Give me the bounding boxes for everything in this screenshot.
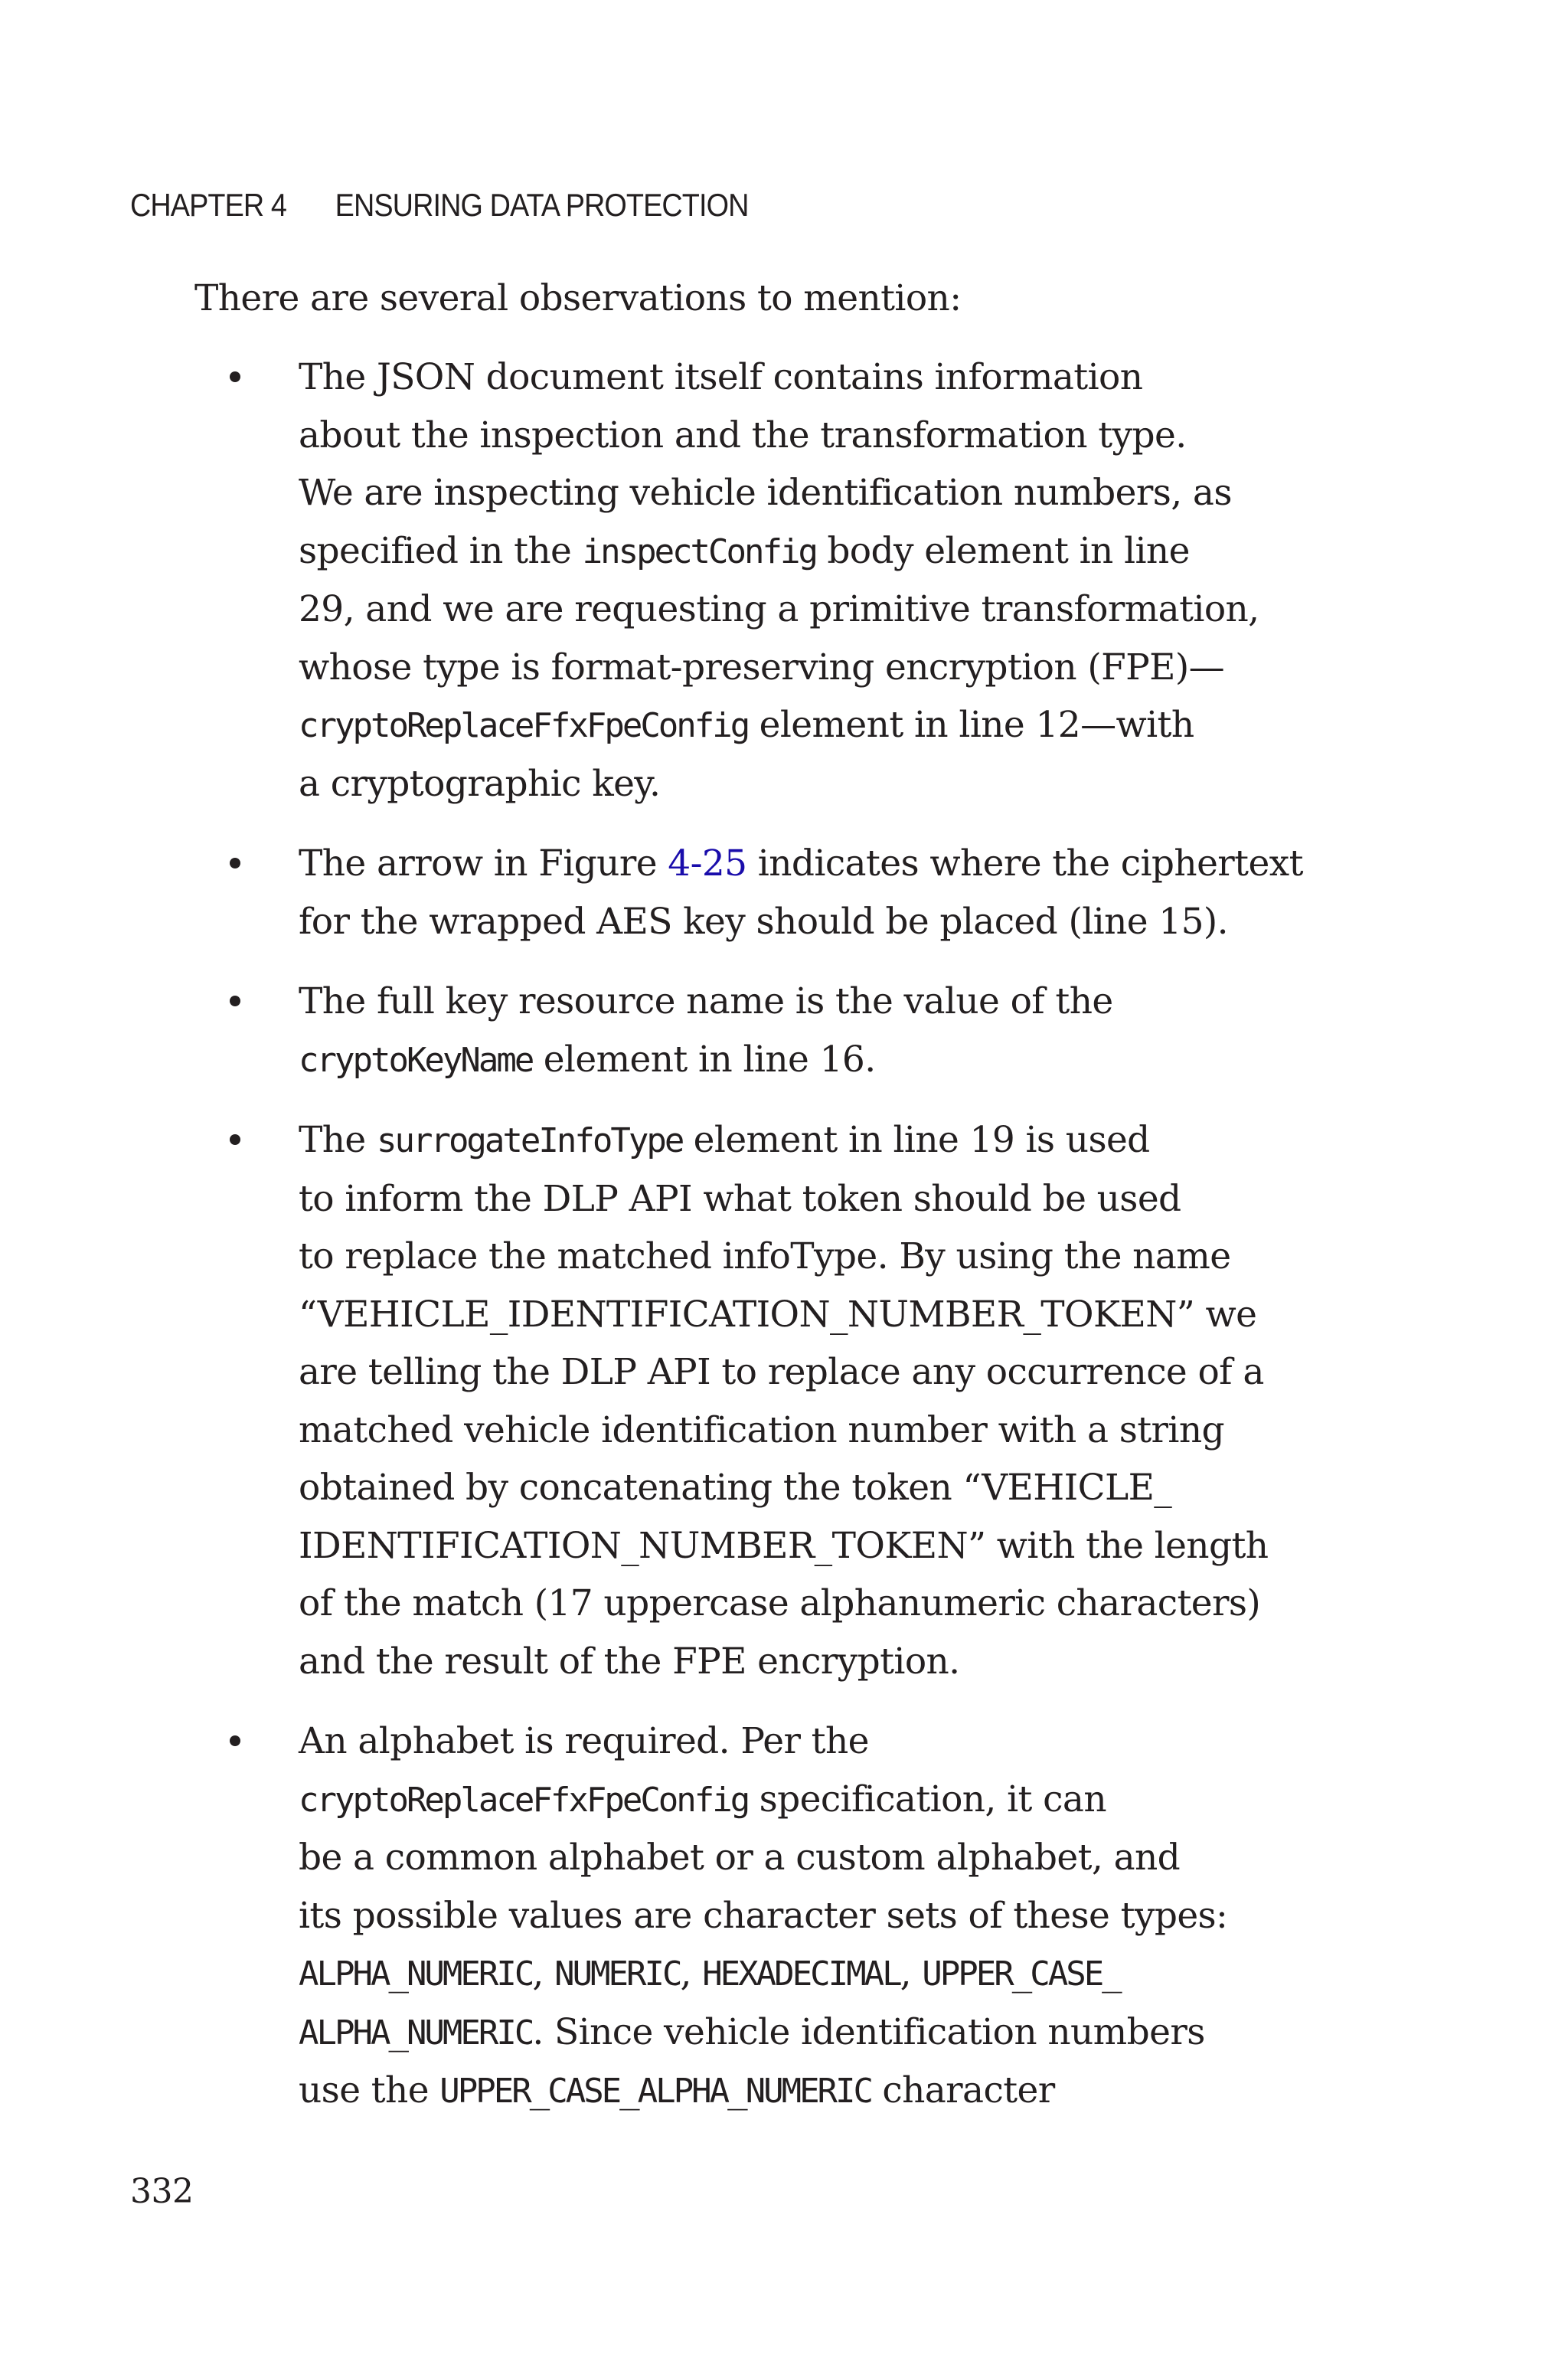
text-line xyxy=(299,1343,1302,1402)
bullet-item xyxy=(230,835,1302,950)
text-line xyxy=(299,835,1302,893)
bullet-item xyxy=(230,973,1302,1089)
inline-code: surrogateInfoType xyxy=(376,1121,683,1160)
inline-code: HEXADECIMAL xyxy=(702,1954,900,1994)
text-run: element in line 12—with xyxy=(748,704,1194,746)
text-run: to replace the matched infoType. By using the name xyxy=(299,1235,1231,1277)
text-run: specification, it can xyxy=(748,1778,1106,1820)
intro-paragraph: There are several observations to mention: xyxy=(194,277,962,319)
text-line xyxy=(299,1712,1302,1771)
text-run: indicates where the ciphertext xyxy=(746,842,1303,885)
text-line xyxy=(299,464,1302,522)
text-line xyxy=(299,1170,1302,1228)
text-line xyxy=(299,1829,1302,1887)
text-line xyxy=(299,1228,1302,1286)
bullet-point-icon xyxy=(230,858,240,868)
observations-bullet-list xyxy=(230,348,1302,2143)
bullet-point-icon xyxy=(230,1735,240,1746)
text-run: use the xyxy=(299,2069,440,2111)
text-line xyxy=(299,1031,1302,1090)
text-run: its possible values are character sets of these types: xyxy=(299,1894,1228,1937)
text-run: character xyxy=(871,2069,1055,2111)
text-run: , xyxy=(680,1952,703,1994)
inline-code: cryptoReplaceFfxFpeConfig xyxy=(299,706,749,745)
text-line xyxy=(299,522,1302,581)
text-line xyxy=(299,893,1302,951)
text-run: specified in the xyxy=(299,529,583,572)
text-line xyxy=(299,2062,1302,2121)
text-line xyxy=(299,1945,1302,2003)
inline-code: UPPER_CASE_ALPHA_NUMERIC xyxy=(439,2072,872,2111)
text-line xyxy=(299,755,1302,813)
inline-code: NUMERIC xyxy=(554,1954,681,1994)
text-line xyxy=(299,1286,1302,1344)
text-run: element in line 19 is used xyxy=(682,1119,1150,1161)
text-run: whose type is format-preserving encryption (FPE)— xyxy=(299,646,1224,689)
text-run: The full key resource name is the value of the xyxy=(299,980,1113,1022)
text-run: The JSON document itself contains information xyxy=(299,356,1143,398)
inline-code: cryptoReplaceFfxFpeConfig xyxy=(299,1780,749,1820)
bullet-point-icon xyxy=(230,996,240,1006)
text-line xyxy=(299,1517,1302,1575)
text-run: The xyxy=(299,1119,377,1161)
text-run: “VEHICLE_IDENTIFICATION_NUMBER_TOKEN” we xyxy=(299,1293,1257,1336)
text-run: We are inspecting vehicle identification numbers, as xyxy=(299,472,1232,514)
page-number: 332 xyxy=(130,2172,194,2211)
text-line xyxy=(299,973,1302,1031)
inline-code: ALPHA_NUMERIC xyxy=(299,1954,533,1994)
text-run: to inform the DLP API what token should be used xyxy=(299,1177,1181,1220)
text-run: of the match (17 uppercase alphanumeric characters) xyxy=(299,1582,1261,1624)
text-run: body element in line xyxy=(815,529,1190,572)
text-run: matched vehicle identification number with a string xyxy=(299,1408,1225,1451)
text-run: 29, and we are requesting a primitive transformation, xyxy=(299,588,1259,630)
running-header xyxy=(130,187,748,224)
text-line xyxy=(299,1402,1302,1460)
text-line xyxy=(299,639,1302,697)
chapter-title: ENSURING DATA PROTECTION xyxy=(335,187,749,223)
inline-code: ALPHA_NUMERIC xyxy=(299,2013,533,2053)
text-line xyxy=(299,696,1302,755)
bullet-item xyxy=(230,348,1302,813)
text-line xyxy=(299,581,1302,639)
inline-code: cryptoKeyName xyxy=(299,1040,533,1080)
text-line xyxy=(299,1459,1302,1517)
text-line xyxy=(299,1887,1302,1945)
bullet-item xyxy=(230,1712,1302,2121)
text-line xyxy=(299,1771,1302,1830)
bullet-point-icon xyxy=(230,371,240,382)
text-line xyxy=(299,1633,1302,1691)
text-line xyxy=(299,348,1302,407)
text-run: and the result of the FPE encryption. xyxy=(299,1640,960,1683)
bullet-item xyxy=(230,1111,1302,1690)
text-run: An alphabet is required. Per the xyxy=(299,1720,869,1762)
text-run: about the inspection and the transformation type. xyxy=(299,414,1187,456)
text-run: IDENTIFICATION_NUMBER_TOKEN” with the length xyxy=(299,1524,1269,1567)
text-run: are telling the DLP API to replace any occurrence of a xyxy=(299,1351,1264,1393)
inline-code: UPPER_CASE_ xyxy=(922,1954,1120,1994)
text-run: . Since vehicle identification numbers xyxy=(532,2010,1205,2053)
chapter-label: CHAPTER 4 xyxy=(130,187,287,223)
text-run: element in line 16. xyxy=(532,1038,876,1081)
text-run: , xyxy=(532,1952,555,1994)
text-run: , xyxy=(900,1952,923,1994)
text-run: The arrow in Figure xyxy=(299,842,668,885)
text-line xyxy=(299,2003,1302,2062)
figure-reference-link[interactable]: 4-25 xyxy=(668,842,747,885)
text-run: for the wrapped AES key should be placed (line 15). xyxy=(299,900,1228,943)
text-line xyxy=(299,1111,1302,1170)
text-line xyxy=(299,1575,1302,1633)
text-run: be a common alphabet or a custom alphabet, and xyxy=(299,1837,1181,1879)
text-line xyxy=(299,407,1302,465)
bullet-point-icon xyxy=(230,1134,240,1145)
text-run: obtained by concatenating the token “VEHICLE_ xyxy=(299,1467,1172,1509)
inline-code: inspectConfig xyxy=(582,532,816,571)
text-run: a cryptographic key. xyxy=(299,762,661,805)
